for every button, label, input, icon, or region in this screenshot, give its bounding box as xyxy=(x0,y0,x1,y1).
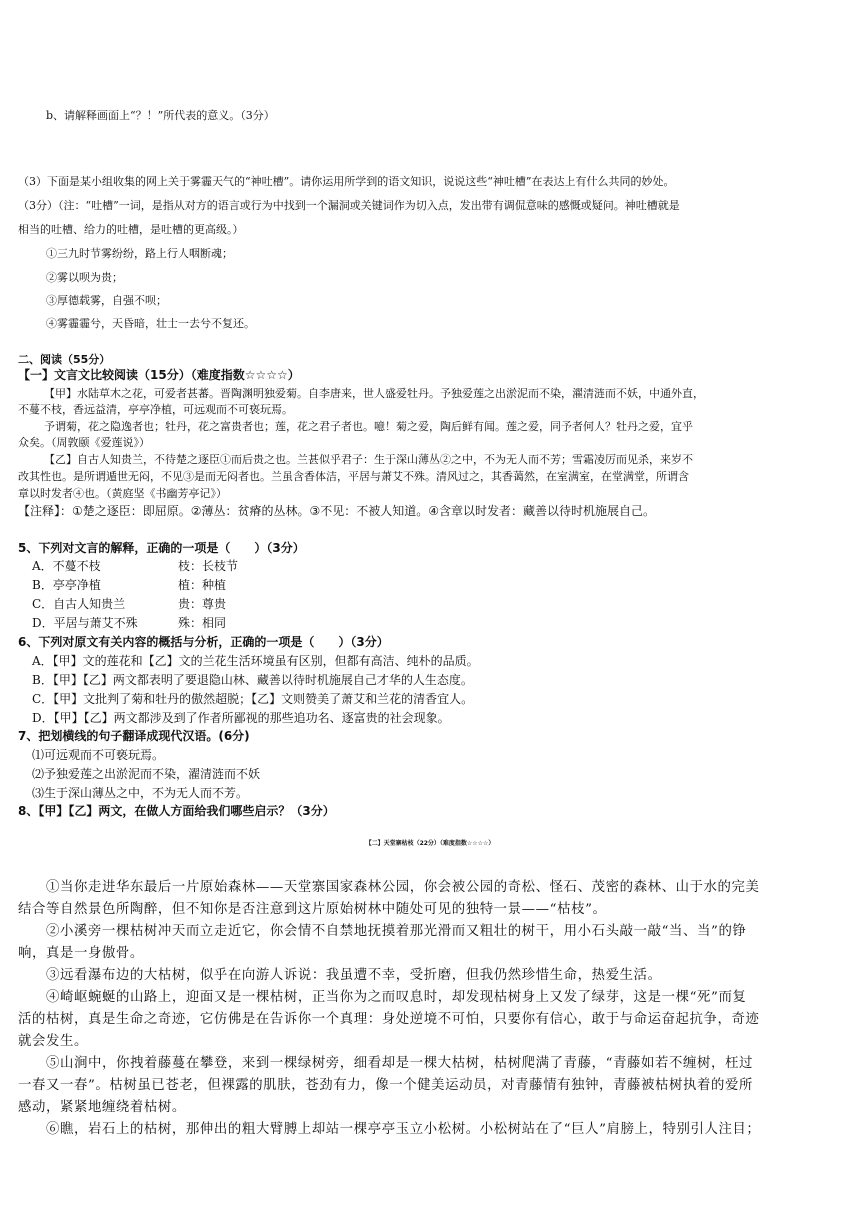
q3-item: ①三九时节雾纷纷，路上行人咽断魂； xyxy=(46,247,233,260)
q5-option-gloss: 贵：尊贵 xyxy=(178,597,227,611)
passage-paragraph: 结合等自然景色所陶醉，但不知你是否注意到这片原始树林中随处可见的独特一景——“枯枝”。 xyxy=(18,902,607,917)
part2-title: 【二】天堂寨枯枝（22分）（难度指数☆☆☆☆） xyxy=(365,840,495,847)
q6-option: D．【甲】【乙】两文都涉及到了作者所鄙视的那些追功名、逐富贵的社会现象。 xyxy=(32,711,450,725)
passage-paragraph: 就会发生。 xyxy=(18,1034,88,1049)
passage-paragraph: ③远看瀑布边的大枯树，似乎在向游人诉说：我虽遭不幸，受折磨，但我仍然珍惜生命，热爱生活。 xyxy=(46,968,662,983)
q5-stem: 5、下列对文言的解释，正确的一项是（ ）（3分） xyxy=(18,541,305,555)
q5-option: A．不蔓不枝 xyxy=(32,559,101,573)
q8-stem: 8、【甲】【乙】两文，在做人方面给我们哪些启示？（3分） xyxy=(18,804,335,818)
passage-jia: 不蔓不枝，香远益清，亭亭净植，可远观而不可亵玩焉。 xyxy=(18,403,293,416)
q3-item: ③厚德载雾，自强不呗； xyxy=(46,294,167,307)
passage-paragraph: ④崎岖蜿蜒的山路上，迎面又是一棵枯树，正当你为之而叹息时，却发现枯树身上又发了绿芽，这是一棵“死”而复 xyxy=(46,990,747,1005)
q5-option-gloss: 植：种植 xyxy=(178,578,227,592)
passage-paragraph: ②小溪旁一棵枯树冲天而立走近它，你会情不自禁地抚摸着那光滑而又粗壮的树干，用小石头敲一敲“当、当”的铮 xyxy=(46,924,747,939)
annotation-note: 【注释】：①楚之逐臣：即屈原。②薄丛：贫瘠的丛林。③不见：不被人知道。④含章以时发者：藏善以待时机施展自己。 xyxy=(18,504,656,518)
passage-jia: 予谓菊，花之隐逸者也；牡丹，花之富贵者也；莲，花之君子者也。噫！菊之爱，陶后鲜有闻。莲之爱，同予者何人？牡丹之爱，宜乎 xyxy=(44,420,693,433)
q6-stem: 6、下列对原文有关内容的概括与分析，正确的一项是（ ）（3分） xyxy=(18,635,389,649)
section-title: 二、阅读（55分） xyxy=(18,353,111,366)
q5-option-gloss: 殊：相同 xyxy=(178,616,227,630)
q5-option: B．亭亭净植 xyxy=(32,578,101,592)
question-b: b、请解释画面上“？！”所代表的意义。（3分） xyxy=(46,109,275,122)
passage-yi: 改其性也。是所谓遁世无闷，不见③是而无闷者也。兰虽含香体洁，平居与萧艾不殊。清风过之，其香蔼然，在室满室，在堂满堂，所谓含 xyxy=(18,470,689,483)
q5-option-gloss: 枝：长枝节 xyxy=(178,559,239,573)
q3-line1: （3）下面是某小组收集的网上关于雾霾天气的“神吐槽”。请你运用所学到的语文知识，说说这些“神吐槽”在表达上有什么共同的妙处。 xyxy=(18,175,675,188)
passage-paragraph: 响，真是一身傲骨。 xyxy=(18,946,144,961)
part1-title: 【一】文言文比较阅读（15分）（难度指数☆☆☆☆） xyxy=(18,368,300,382)
passage-paragraph: ①当你走进华东最后一片原始森林——天堂寨国家森林公园，你会被公园的奇松、怪石、茂密的森林、山于水的完美 xyxy=(46,880,760,895)
passage-paragraph: 一春又一春”。枯树虽已苍老，但裸露的肌肤，苍劲有力，像一个健美运动员，对青藤情有独钟，青藤被枯树执着的爱所 xyxy=(18,1078,753,1093)
q3-item: ②雾以呗为贵； xyxy=(46,271,123,284)
q3-line2: （3分）（注：“吐槽”一词，是指从对方的语言或行为中找到一个漏洞或关键词作为切入点，发出带有调侃意味的感慨或疑问。神吐槽就是 xyxy=(18,199,680,212)
q5-option: D．平居与萧艾不殊 xyxy=(32,616,138,630)
passage-yi: 章以时发者④也。（黄庭坚《书幽芳亭记》） xyxy=(18,487,227,500)
passage-paragraph: 活的枯树，真是生命之奇迹，它仿佛是在告诉你一个真理：身处逆境不可怕，只要你有信心，敢于与命运奋起抗争，奇迹 xyxy=(18,1012,760,1027)
q7-stem: 7、把划横线的句子翻译成现代汉语。(6分) xyxy=(18,729,250,743)
passage-paragraph: ⑥瞧，岩石上的枯树，那伸出的粗大臂膊上却站一棵亭亭玉立小松树。小松树站在了“巨人”肩膀上，特别引人注目； xyxy=(46,1122,761,1137)
q6-option: A．【甲】文的莲花和【乙】文的兰花生活环境虽有区别，但都有高洁、纯朴的品质。 xyxy=(32,654,479,668)
q3-line3: 相当的吐槽、给力的吐槽，是吐槽的更高级。） xyxy=(18,223,244,236)
q7-item: ⑶生于深山薄丛之中，不为无人而不芳。 xyxy=(32,786,249,800)
q7-item: ⑴可远观而不可亵玩焉。 xyxy=(32,748,165,762)
passage-paragraph: ⑤山涧中，你拽着藤蔓在攀登，来到一棵绿树旁，细看却是一棵大枯树，枯树爬满了青藤，“青藤如若不缠树，枉过 xyxy=(46,1056,753,1071)
passage-paragraph: 感动，紧紧地缠绕着枯树。 xyxy=(18,1100,186,1115)
q5-option: C．自古人知贵兰 xyxy=(32,597,126,611)
q7-item: ⑵予独爱莲之出淤泥而不染，濯清涟而不妖 xyxy=(32,767,261,781)
passage-jia: 众矣。（周敦颐《爱莲说》） xyxy=(18,436,150,449)
q3-item: ④雾霾霾兮，天昏暗，壮士一去兮不复还。 xyxy=(46,317,255,330)
q6-option: C．【甲】文批判了菊和牡丹的傲然超脱；【乙】文则赞美了萧艾和兰花的清香宜人。 xyxy=(32,692,474,706)
passage-jia: 【甲】水陆草木之花，可爱者甚蕃。晋陶渊明独爱菊。自李唐来，世人盛爱牡丹。予独爱莲之出淤泥而不染，濯清涟而不妖，中通外直， xyxy=(44,387,704,400)
passage-yi: 【乙】自古人知贵兰，不待楚之逐臣①而后贵之也。兰甚似乎君子：生于深山薄丛②之中，不为无人而不芳；雪霜凌厉而见杀，来岁不 xyxy=(44,453,693,466)
q6-option: B．【甲】【乙】两文都表明了要退隐山林、藏善以待时机施展自己才华的人生态度。 xyxy=(32,673,473,687)
